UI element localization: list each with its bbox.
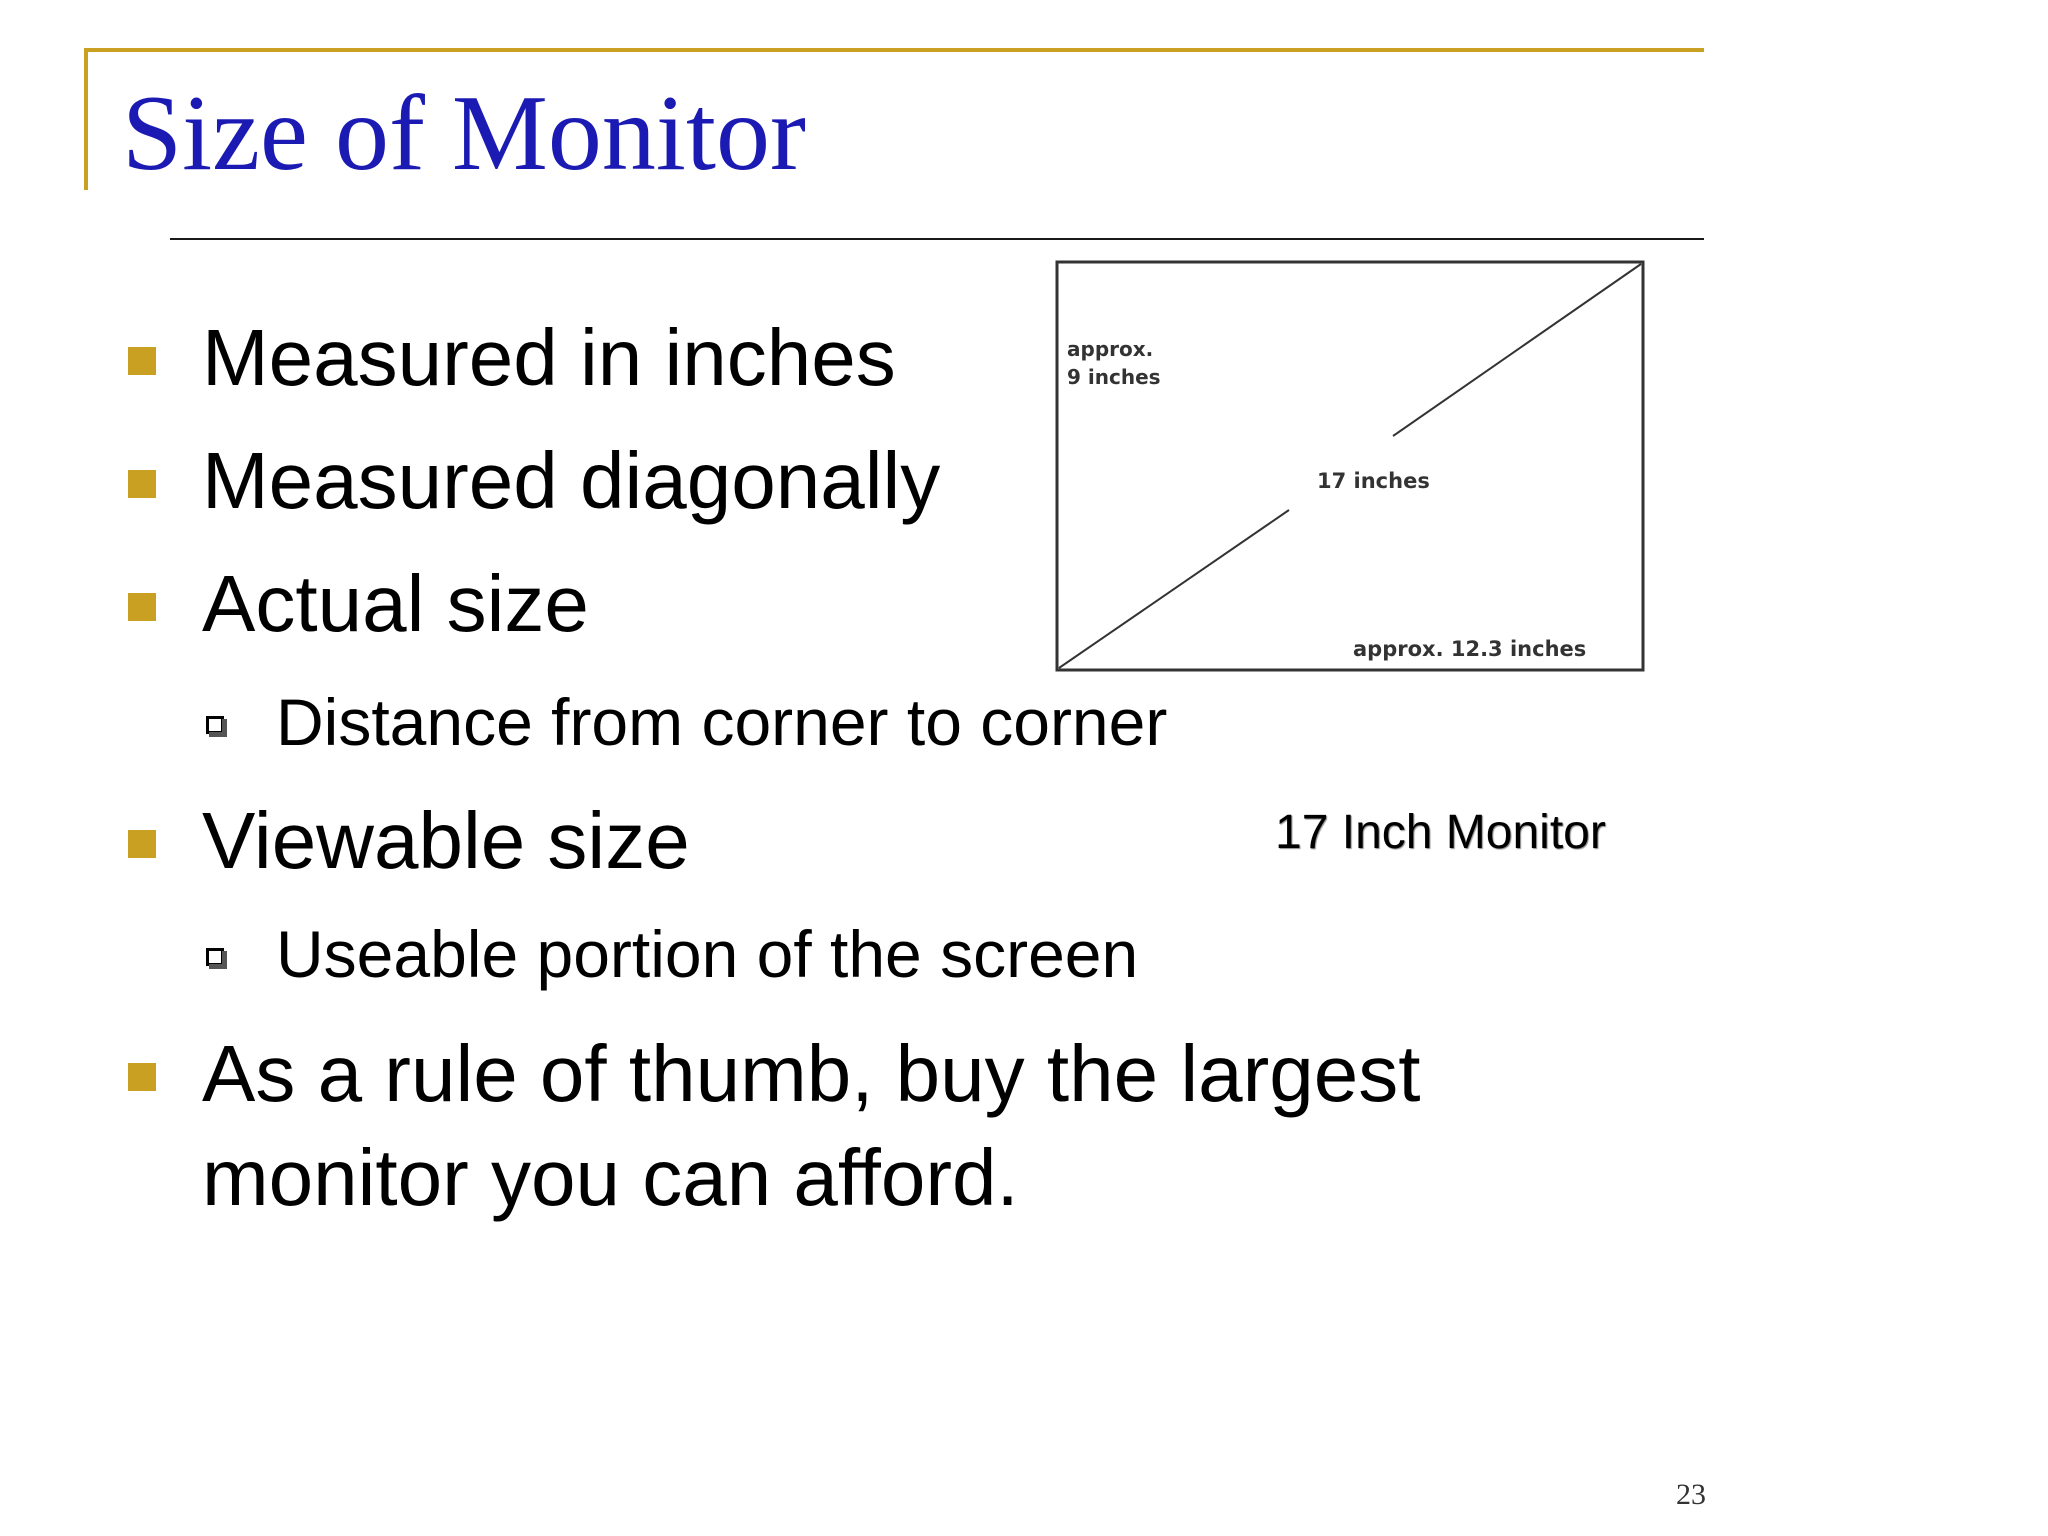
diagram-caption: 17 Inch Monitor: [1275, 806, 1606, 859]
height-label-line2: 9 inches: [1067, 365, 1161, 389]
slide-title: Size of Monitor: [122, 74, 806, 193]
bullet-text-continuation: monitor you can afford.: [202, 1133, 1019, 1222]
monitor-size-diagram: [1055, 260, 1645, 672]
sub-bullet-text: Useable portion of the screen: [276, 917, 1139, 991]
width-label: approx. 12.3 inches: [1353, 637, 1587, 661]
title-accent-top-bar: [84, 48, 1704, 52]
bullet-text: Measured in inches: [202, 313, 896, 402]
diagonal-label: 17 inches: [1317, 469, 1430, 493]
title-divider: [170, 238, 1704, 240]
checkbox-bullet-icon: [206, 948, 224, 966]
square-bullet-icon: [128, 1063, 156, 1091]
square-bullet-icon: [128, 470, 156, 498]
bullet-text: Actual size: [202, 559, 589, 648]
height-label-line1: approx.: [1067, 337, 1154, 361]
bullet-text: Measured diagonally: [202, 436, 941, 525]
square-bullet-icon: [128, 593, 156, 621]
checkbox-bullet-icon: [206, 716, 224, 734]
bullet-text: As a rule of thumb, buy the largest: [202, 1029, 1421, 1118]
bullet-text: Viewable size: [202, 796, 690, 885]
title-accent-left-bar: [84, 48, 88, 190]
page-number: 23: [1676, 1478, 1706, 1511]
square-bullet-icon: [128, 347, 156, 375]
square-bullet-icon: [128, 830, 156, 858]
sub-bullet-text: Distance from corner to corner: [276, 685, 1168, 759]
